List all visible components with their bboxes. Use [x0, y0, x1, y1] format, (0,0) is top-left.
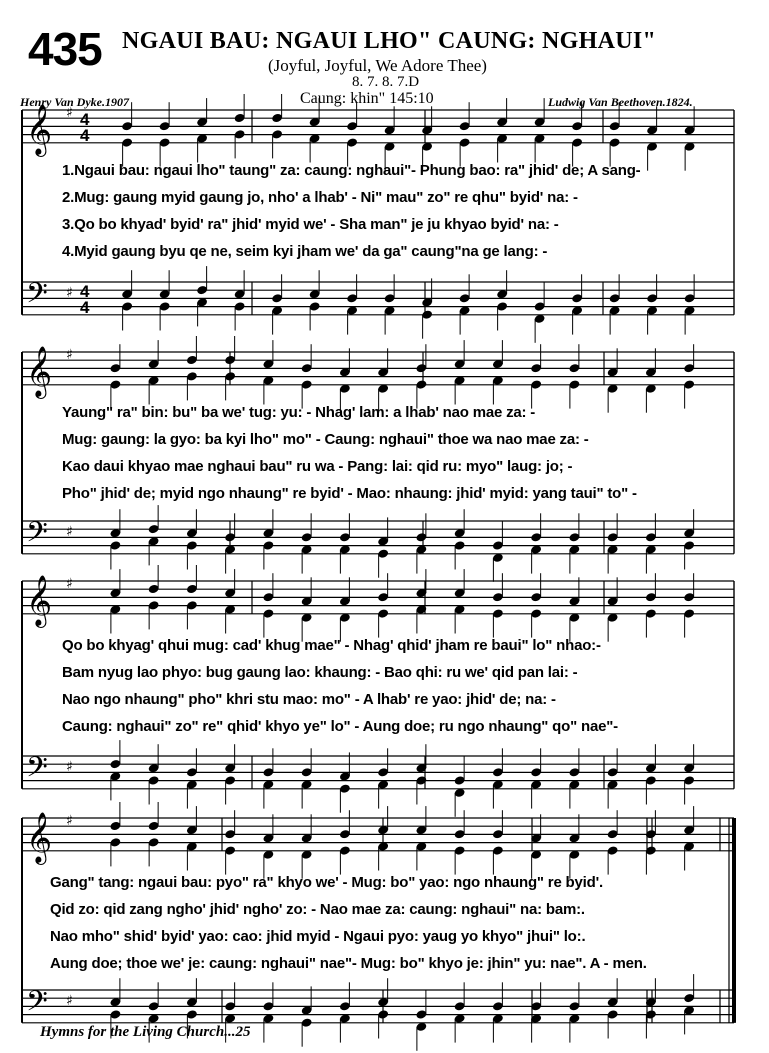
treble-clef-icon: 𝄞 [26, 812, 53, 863]
lyric-line-s2-v1: Yaung" ra" bin: bu" ba we' tug: yu: - Nhag' lam: a lhab' nao mae za: - [62, 404, 536, 421]
time-signature-top: 4 [80, 282, 90, 301]
key-sharp-icon: ♯ [66, 524, 73, 540]
lyric-line-s3-v3: Nao ngo nhaung" pho" khri stu mao: mo" - A lhab' re yao: jhid' de; na: - [62, 691, 556, 708]
hymnal-source: Hymns for the Living Church...25 [40, 1024, 251, 1040]
key-sharp-icon: ♯ [66, 105, 73, 121]
time-signature-bottom: 4 [80, 126, 90, 145]
key-sharp-icon: ♯ [66, 347, 73, 363]
lyric-line-s1-v3: 3.Qo bo khyad' byid' ra" jhid' myid we' - Sha man" je ju khyao byid' na: - [62, 216, 559, 233]
lyric-line-s4-v4: Aung doe; thoe we' je: caung: nghaui" nae"- Mug: bo" khyo je: jhin" yu: nae". A - men. [50, 955, 647, 972]
bass-clef-icon: 𝄢 [26, 277, 48, 317]
time-signature-bottom: 4 [80, 298, 90, 317]
key-sharp-icon: ♯ [66, 813, 73, 829]
final-barline-thick [732, 818, 736, 1023]
lyric-line-s3-v4: Caung: nghaui" zo" re" qhid' khyo ye" lo" - Aung doe; ru ngo nhaung" qo" nae"- [62, 718, 618, 735]
lyric-line-s1-v4: 4.Myid gaung byu qe ne, seim kyi jham we' da ga" caung"na ge lang: - [62, 243, 548, 260]
lyric-line-s3-v1: Qo bo khyag' qhui mug: cad' khug mae" - Nhag' qhid' jham re baui" lo" nhao:- [62, 637, 601, 654]
lyric-line-s4-v2: Qid zo: qid zang ngho' jhid' ngho' zo: - Nao mae za: caung: nghaui" na: bam:. [50, 901, 585, 918]
hymn-composer: Ludwig Van Beethoven.1824. [548, 95, 693, 109]
lyric-line-s2-v2: Mug: gaung: la gyo: ba kyi lho" mo" - Caung: nghaui" thoe wa nao mae za: - [62, 431, 589, 448]
hymn-author: Henry Van Dyke.1907 [20, 95, 129, 109]
bass-clef-icon: 𝄢 [26, 516, 48, 556]
lyric-line-s4-v3: Nao mho" shid' byid' yao: cao: jhid myid - Ngaui pyo: yaug yo khyo" jhui" lo:. [50, 928, 586, 945]
lyric-line-s1-v1: 1.Ngaui bau: ngaui lho" taung" za: caung: nghaui"- Phung bao: ra" jhid' de; A sang- [62, 162, 641, 179]
lyric-line-s1-v2: 2.Mug: gaung myid gaung jo, nho' a lhab' - Ni" mau" zo" re qhu" byid' na: - [62, 189, 578, 206]
bass-clef-icon: 𝄢 [26, 751, 48, 791]
treble-clef-icon: 𝄞 [26, 575, 53, 626]
hymn-subtitle: (Joyful, Joyful, We Adore Thee) [268, 56, 487, 75]
bass-clef-icon: 𝄢 [26, 985, 48, 1025]
hymn-meter: 8. 7. 8. 7.D [352, 74, 420, 90]
key-sharp-icon: ♯ [66, 285, 73, 301]
key-sharp-icon: ♯ [66, 576, 73, 592]
key-sharp-icon: ♯ [66, 759, 73, 775]
time-signature-top: 4 [80, 110, 90, 129]
hymn-scripture: Caung: khin" 145:10 [300, 90, 434, 107]
lyric-line-s2-v3: Kao daui khyao mae nghaui bau" ru wa - Pang: lai: qid ru: myo" laug: jo; - [62, 458, 573, 475]
lyric-line-s2-v4: Pho" jhid' de; myid ngo nhaung" re byid' - Mao: nhaung: jhid' myid: yang taui" to" - [62, 485, 637, 502]
lyric-line-s3-v2: Bam nyug lao phyo: bug gaung lao: khaung: - Bao qhi: ru we' qid pan lai: - [62, 664, 578, 681]
hymn-number: 435 [28, 23, 102, 75]
hymn-title: NGAUI BAU: NGAUI LHO" CAUNG: NGHAUI" [122, 28, 657, 54]
lyric-line-s4-v1: Gang" tang: ngaui bau: pyo" ra" khyo we' - Mug: bo" yao: ngo nhaung" re byid'. [50, 874, 603, 891]
treble-clef-icon: 𝄞 [26, 346, 53, 397]
treble-clef-icon: 𝄞 [26, 104, 53, 155]
key-sharp-icon: ♯ [66, 993, 73, 1009]
